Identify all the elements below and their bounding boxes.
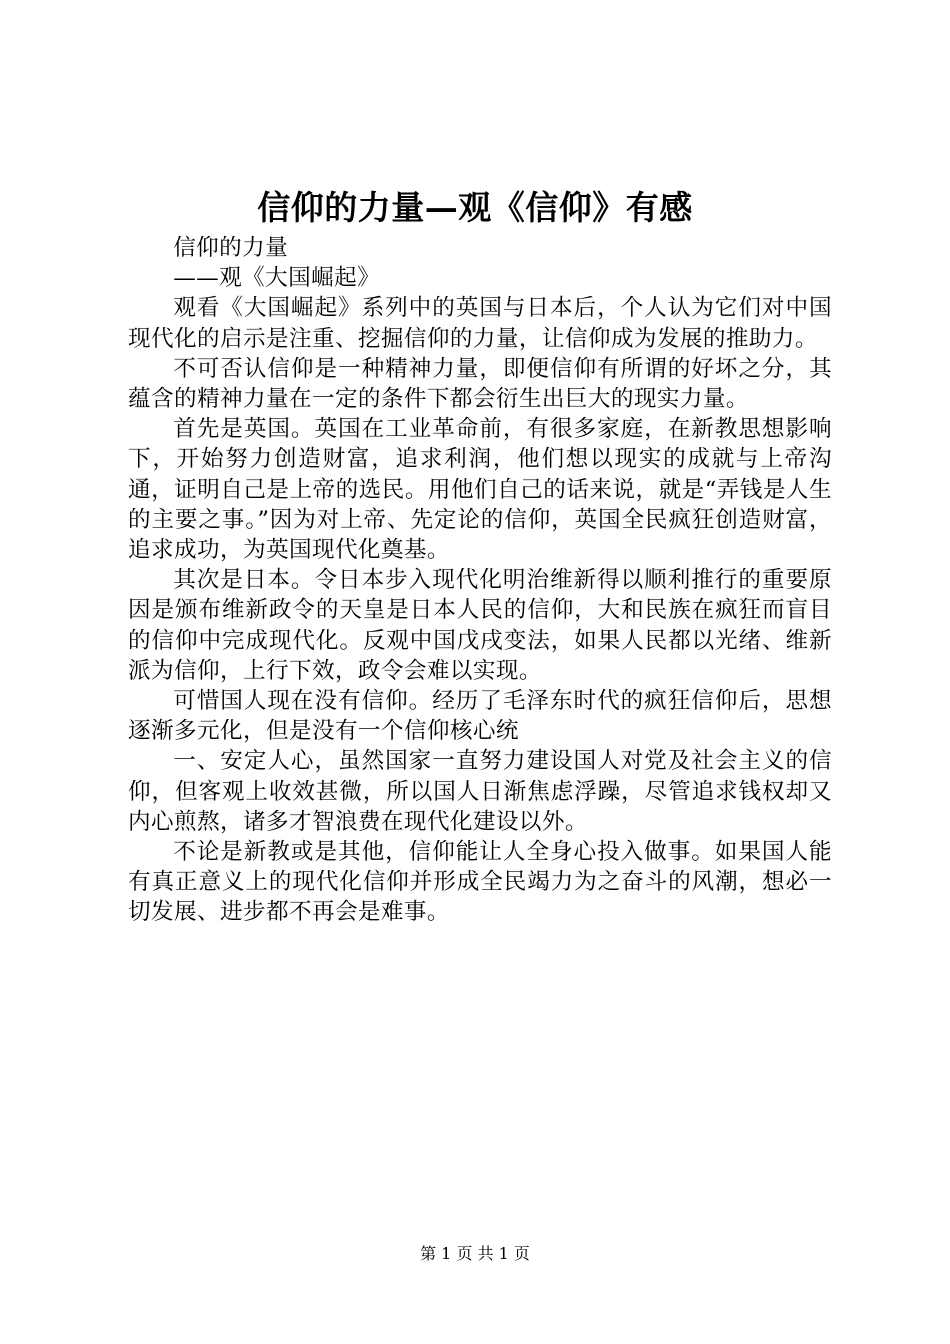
page-title: 信仰的力量—观《信仰》有感 bbox=[257, 188, 693, 227]
paragraph-unify: 一、安定人心，虽然国家一直努力建设国人对党及社会主义的信仰，但客观上收效甚微，所以国人日渐焦虑浮躁，尽管追求钱权却又内心煎熬，诸多才智浪费在现代化建设以外。 bbox=[128, 748, 832, 835]
subtitle-source: ——观《大国崛起》 bbox=[173, 265, 381, 292]
paragraph-britain: 首先是英国。英国在工业革命前，有很多家庭，在新教思想影响下，开始努力创造财富，追求利润，他们想以现实的成就与上帝沟通，证明自己是上帝的选民。用他们自己的话来说，就是“弄钱是人生的主要之事。”因为对上帝、先定论的信仰，英国全民疯狂创造财富，追求成功，为英国现代化奠基。 bbox=[128, 416, 832, 564]
paragraph-china: 可惜国人现在没有信仰。经历了毛泽东时代的疯狂信仰后，思想逐渐多元化，但是没有一个信仰核心统 bbox=[128, 688, 832, 745]
page-footer: 第 1 页 共 1 页 bbox=[420, 1244, 530, 1263]
paragraph-japan: 其次是日本。令日本步入现代化明治维新得以顺利推行的重要原因是颁布维新政令的天皇是日本人民的信仰，大和民族在疯狂而盲目的信仰中完成现代化。反观中国戊戌变法，如果人民都以光绪、维新派为信仰，上行下效，政令会难以实现。 bbox=[128, 567, 832, 684]
paragraph-belief-power: 不可否认信仰是一种精神力量，即便信仰有所谓的好坏之分，其蕴含的精神力量在一定的条件下都会衍生出巨大的现实力量。 bbox=[128, 355, 832, 413]
paragraph-conclusion: 不论是新教或是其他，信仰能让人全身心投入做事。如果国人能有真正意义上的现代化信仰并形成全民竭力为之奋斗的风潮，想必一切发展、进步都不再会是难事。 bbox=[128, 839, 832, 926]
paragraph-intro: 观看《大国崛起》系列中的英国与日本后，个人认为它们对中国现代化的启示是注重、挖掘信仰的力量，让信仰成为发展的推助力。 bbox=[128, 295, 832, 352]
document-body bbox=[128, 233, 832, 928]
subtitle: 信仰的力量 bbox=[173, 235, 289, 261]
